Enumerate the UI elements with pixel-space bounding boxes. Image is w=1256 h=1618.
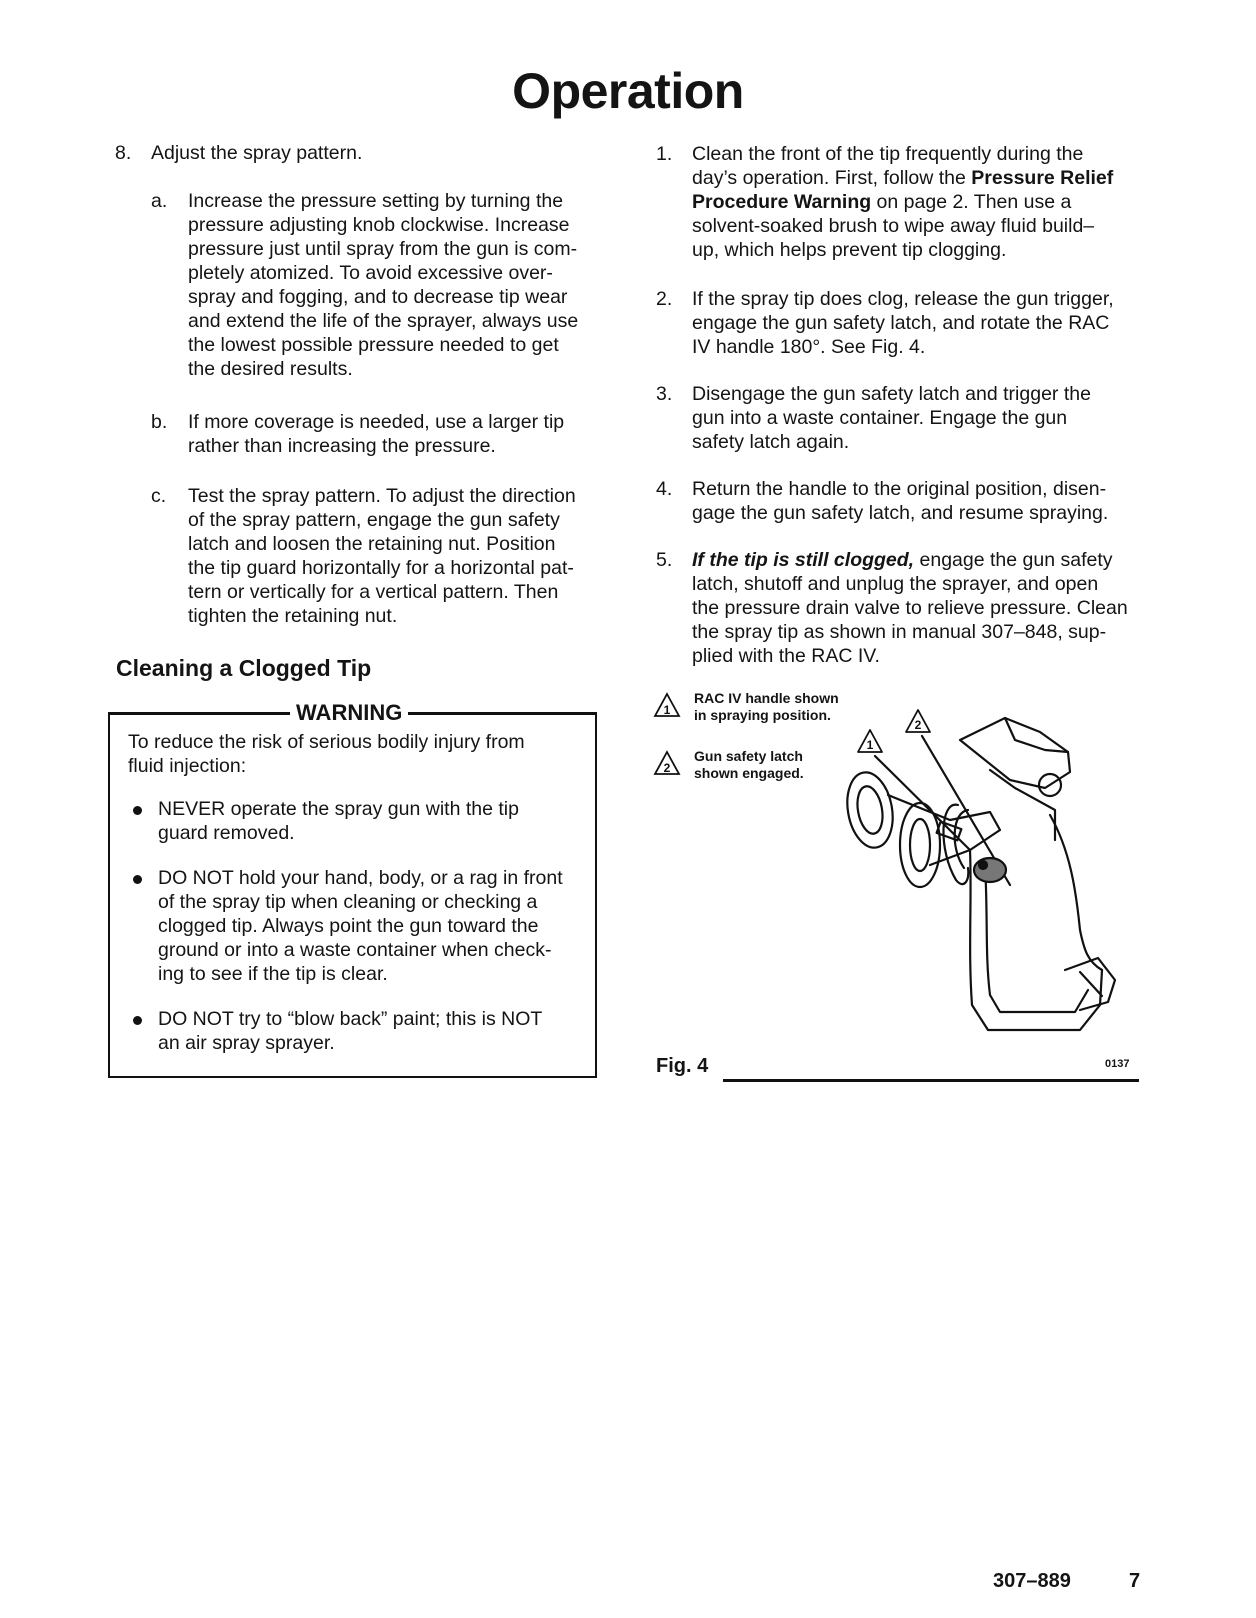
svg-text:2: 2 (663, 761, 671, 775)
section-heading: Cleaning a Clogged Tip (116, 655, 372, 681)
step-text: Adjust the spray pattern. (151, 142, 363, 164)
bullet-icon (133, 806, 142, 815)
warning-title: WARNING (290, 700, 408, 726)
svg-text:2: 2 (914, 718, 922, 732)
figure-label: Fig. 4 (656, 1055, 709, 1077)
note-text: RAC IV handle shown in spraying position. (694, 690, 839, 723)
bullet-icon (133, 875, 142, 884)
substep-label: b. (151, 411, 168, 433)
warning-intro: To reduce the risk of serious bodily injury from fluid injection: (128, 731, 525, 777)
bullet-icon (133, 1016, 142, 1025)
substep-text: If more coverage is needed, use a larger tip rather than increasing the pressure. (188, 411, 565, 457)
step-number: 4. (656, 478, 673, 500)
spray-gun-illustration (840, 700, 1150, 1070)
warning-triangle-icon (653, 692, 681, 718)
step-number: 2. (656, 288, 673, 310)
step-text: If the spray tip does clog, release the gun trigger, engage the gun safety latch, and rotate the RAC IV handle 180°. See Fig. 4. (692, 288, 1114, 358)
step-text: Return the handle to the original position, disen- gage the gun safety latch, and resume spraying. (692, 478, 1109, 524)
step-number: 8. (115, 142, 132, 164)
page-title: Operation (512, 63, 744, 119)
substep-label: a. (151, 190, 168, 212)
step-text: Clean the front of the tip frequently during the day’s operation. First, follow the Pressure Relief Procedure Warning on page 2. Then use a solvent-soaked brush to wipe away fluid build– up, which helps prevent tip clogging. (692, 143, 1114, 261)
step-number: 3. (656, 383, 673, 405)
step-number: 1. (656, 143, 673, 165)
svg-text:1: 1 (663, 703, 671, 717)
step-text: Disengage the gun safety latch and trigger the gun into a waste container. Engage the gun safety latch again. (692, 383, 1091, 453)
step-text: If the tip is still clogged, engage the gun safety latch, shutoff and unplug the sprayer, and open the pressure drain valve to relieve pressure. Clean the spray tip as shown in manual 307–848, sup- plied with the RAC IV. (692, 549, 1128, 667)
bullet-text: DO NOT hold your hand, body, or a rag in front of the spray tip when cleaning or checking a clogged tip. Always point the gun toward the ground or into a waste container when check- ing to see if the tip is clear. (158, 867, 563, 985)
substep-text: Test the spray pattern. To adjust the direction of the spray pattern, engage the gun safety latch and loosen the retaining nut. Position the tip guard horizontally for a horizontal pat- tern or vertically for a vertical pattern. Then tighten the retaining nut. (188, 485, 576, 627)
figure-code: 0137 (1105, 1058, 1130, 1070)
step-number: 5. (656, 549, 673, 571)
svg-text:1: 1 (866, 738, 874, 752)
bullet-text: DO NOT try to “blow back” paint; this is NOT an air spray sprayer. (158, 1008, 543, 1054)
document-number: 307–889 (993, 1570, 1071, 1592)
figure-rule (723, 1079, 1139, 1082)
bullet-text: NEVER operate the spray gun with the tip guard removed. (158, 798, 519, 844)
note-text: Gun safety latch shown engaged. (694, 748, 804, 781)
page-number: 7 (1129, 1570, 1141, 1592)
warning-triangle-icon (653, 750, 681, 776)
substep-text: Increase the pressure setting by turning the pressure adjusting knob clockwise. Increase pressure just until spray from the gun is com- pletely atomized. To avoid excessive over- spray and fogging, and to decrease tip wear and extend the life of the sprayer, always use the lowest possible pressure needed to get the desired results. (188, 190, 579, 380)
substep-label: c. (151, 485, 167, 507)
